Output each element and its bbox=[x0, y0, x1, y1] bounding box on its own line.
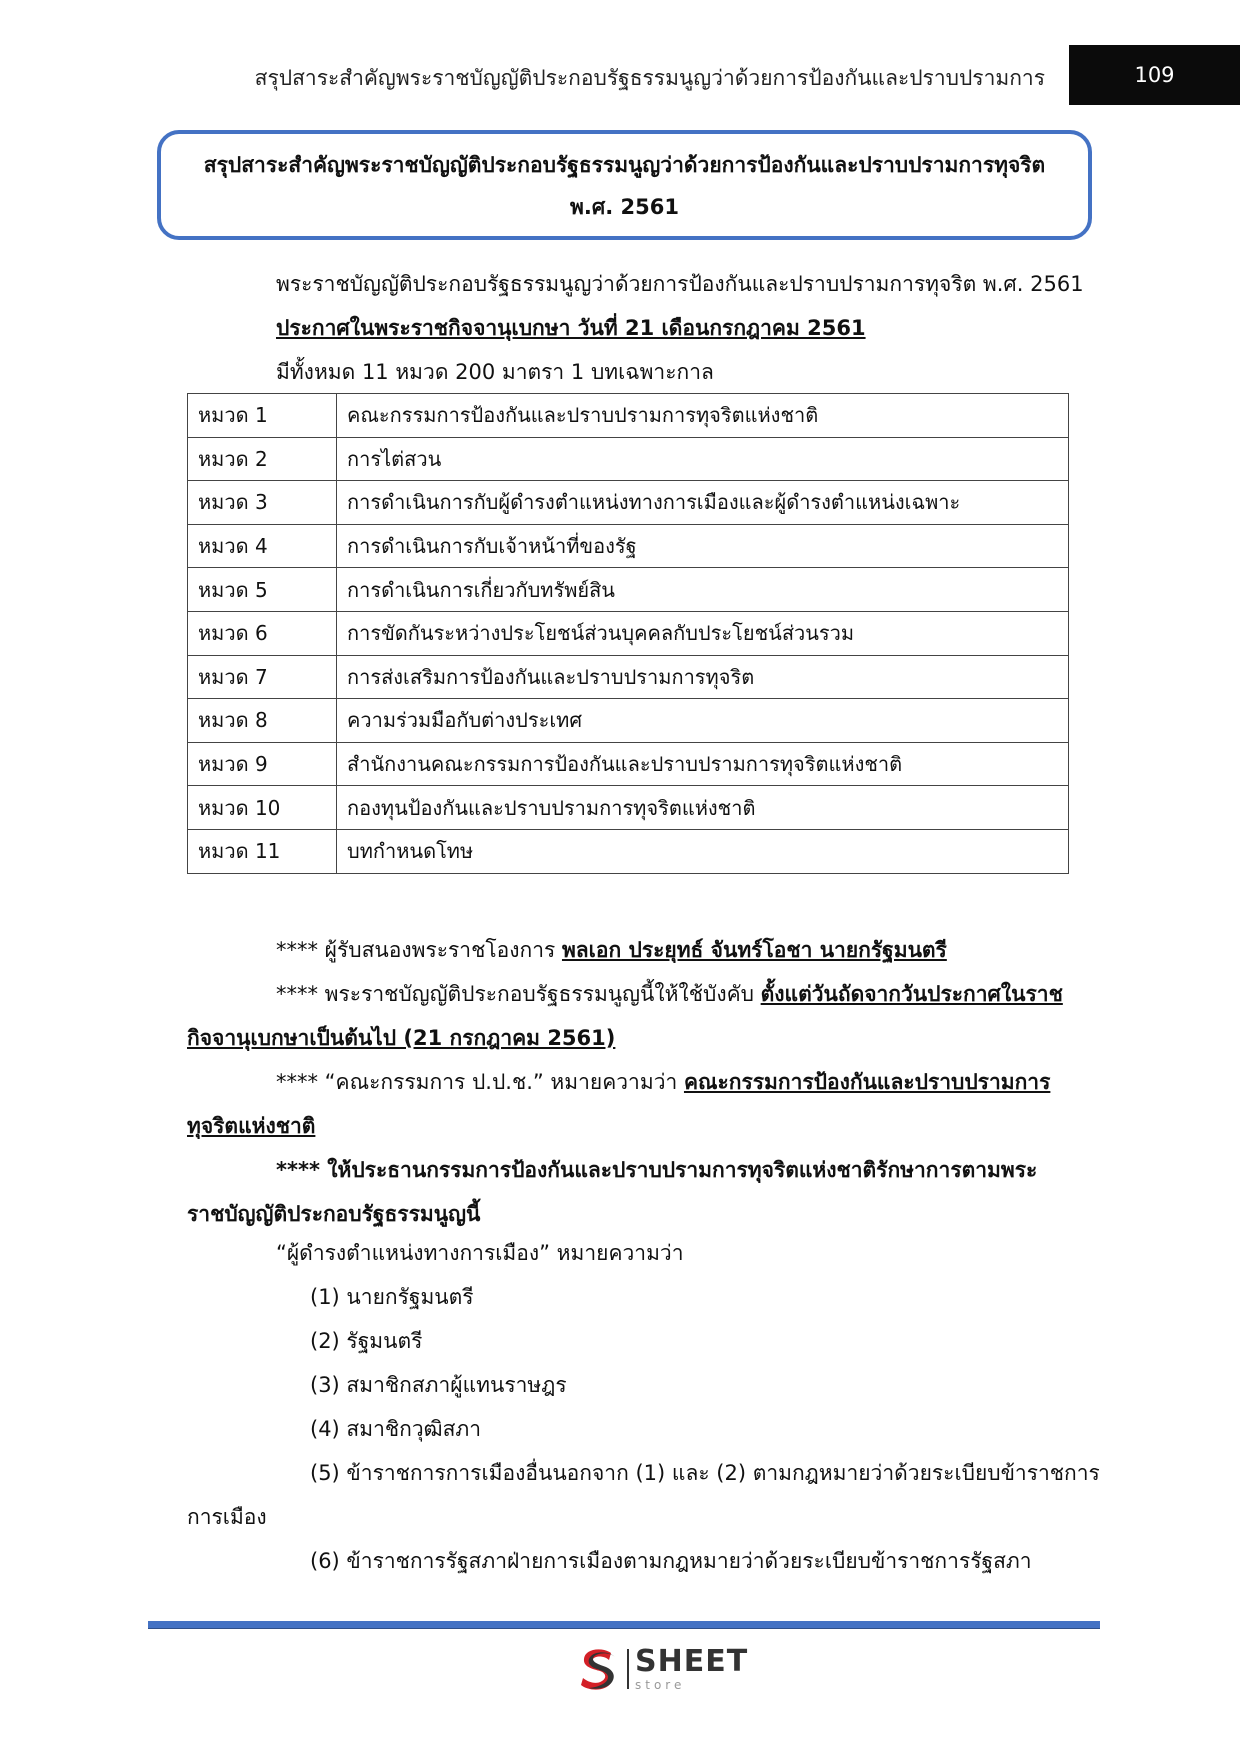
chapter-row bbox=[188, 524, 1069, 568]
note-definition-term: คณะกรรมการป้องกันและปราบปรามการทุจริตแห่งชาติ bbox=[187, 1070, 1051, 1138]
chapter-row bbox=[188, 786, 1069, 830]
chapter-label: หมวด 6 bbox=[188, 611, 337, 655]
sheet-s-icon bbox=[575, 1645, 621, 1693]
chapter-label: หมวด 10 bbox=[188, 786, 337, 830]
chapter-row bbox=[188, 394, 1069, 438]
title-line-2: พ.ศ. 2561 bbox=[570, 195, 679, 219]
chapter-row bbox=[188, 829, 1069, 873]
definition-item: (1) นายกรัฐมนตรี bbox=[310, 1285, 474, 1309]
chapter-title: การดำเนินการกับผู้ดำรงตำแหน่งทางการเมืองและผู้ดำรงตำแหน่งเฉพาะ bbox=[337, 481, 1069, 525]
chapter-label: หมวด 9 bbox=[188, 742, 337, 786]
running-header: สรุปสาระสำคัญพระราชบัญญัติประกอบรัฐธรรมนูญว่าด้วยการป้องกันและปราบปรามการ bbox=[254, 66, 1045, 90]
logo-separator bbox=[627, 1649, 629, 1689]
chapter-label: หมวด 1 bbox=[188, 394, 337, 438]
chapter-row bbox=[188, 437, 1069, 481]
note-administrator: **** ให้ประธานกรรมการป้องกันและปราบปรามการทุจริตแห่งชาติรักษาการตามพระราชบัญญัติประกอบรัฐธรรมนูญนี้ bbox=[187, 1158, 1038, 1226]
chapter-row bbox=[188, 611, 1069, 655]
sheet-store-logo bbox=[575, 1645, 748, 1693]
totals: มีทั้งหมด 11 หมวด 200 มาตรา 1 บทเฉพาะกาล bbox=[276, 360, 714, 384]
chapter-row bbox=[188, 655, 1069, 699]
chapter-label: หมวด 11 bbox=[188, 829, 337, 873]
gazette-date: ประกาศในพระราชกิจจานุเบกษา วันที่ 21 เดือนกรกฎาคม 2561 bbox=[276, 316, 866, 340]
logo-subword: store bbox=[635, 1678, 686, 1692]
chapter-title: การไต่สวน bbox=[337, 437, 1069, 481]
note-effective-prefix: **** พระราชบัญญัติประกอบรัฐธรรมนูญนี้ให้ใช้บังคับ bbox=[276, 982, 761, 1006]
definition-item: (2) รัฐมนตรี bbox=[310, 1329, 423, 1353]
chapter-label: หมวด 2 bbox=[188, 437, 337, 481]
definition-item: (6) ข้าราชการรัฐสภาฝ่ายการเมืองตามกฎหมายว่าด้วยระเบียบข้าราชการรัฐสภา bbox=[310, 1549, 1032, 1573]
chapter-title: การดำเนินการเกี่ยวกับทรัพย์สิน bbox=[337, 568, 1069, 612]
note-signatory bbox=[187, 928, 1069, 972]
title-line-1: สรุปสาระสำคัญพระราชบัญญัติประกอบรัฐธรรมนูญว่าด้วยการป้องกันและปราบปรามการทุจริต bbox=[203, 153, 1046, 177]
definition-item: (5) ข้าราชการการเมืองอื่นนอกจาก (1) และ (2) ตามกฎหมายว่าด้วยระเบียบข้าราชการ bbox=[310, 1461, 1100, 1485]
chapter-title: ความร่วมมือกับต่างประเทศ bbox=[337, 699, 1069, 743]
chapter-title: การส่งเสริมการป้องกันและปราบปรามการทุจริต bbox=[337, 655, 1069, 699]
bottom-rule bbox=[148, 1621, 1100, 1629]
note-signatory-name: พลเอก ประยุทธ์ จันทร์โอชา นายกรัฐมนตรี bbox=[561, 938, 947, 962]
chapter-title: บทกำหนดโทษ bbox=[337, 829, 1069, 873]
definition-heading: “ผู้ดำรงตำแหน่งทางการเมือง” หมายความว่า bbox=[276, 1241, 684, 1265]
chapter-row bbox=[188, 481, 1069, 525]
logo-text bbox=[635, 1644, 749, 1692]
chapters-table-body bbox=[188, 394, 1069, 874]
chapter-row bbox=[188, 742, 1069, 786]
chapter-label: หมวด 5 bbox=[188, 568, 337, 612]
page-number-box bbox=[1069, 45, 1240, 105]
act-name: พระราชบัญญัติประกอบรัฐธรรมนูญว่าด้วยการป้องกันและปราบปรามการทุจริต พ.ศ. 2561 bbox=[276, 272, 1084, 296]
note-effective bbox=[187, 972, 1069, 1060]
chapter-title: กองทุนป้องกันและปราบปรามการทุจริตแห่งชาติ bbox=[337, 786, 1069, 830]
note-definition-nacc bbox=[187, 1060, 1069, 1148]
chapter-title: สำนักงานคณะกรรมการป้องกันและปราบปรามการทุจริตแห่งชาติ bbox=[337, 742, 1069, 786]
logo-word: SHEET bbox=[635, 1644, 749, 1679]
note-definition-prefix: **** “คณะกรรมการ ป.ป.ช.” หมายความว่า bbox=[276, 1070, 684, 1094]
page-number: 109 bbox=[1134, 63, 1175, 87]
chapter-row bbox=[188, 568, 1069, 612]
chapter-label: หมวด 4 bbox=[188, 524, 337, 568]
title-box bbox=[157, 130, 1092, 240]
chapter-title: การขัดกันระหว่างประโยชน์ส่วนบุคคลกับประโยชน์ส่วนรวม bbox=[337, 611, 1069, 655]
definition-item-continuation: การเมือง bbox=[187, 1505, 267, 1529]
chapter-label: หมวด 8 bbox=[188, 699, 337, 743]
definition-item: (4) สมาชิกวุฒิสภา bbox=[310, 1417, 482, 1441]
chapter-title: การดำเนินการกับเจ้าหน้าที่ของรัฐ bbox=[337, 524, 1069, 568]
note-signatory-prefix: **** ผู้รับสนองพระราชโองการ bbox=[276, 938, 562, 962]
chapter-label: หมวด 7 bbox=[188, 655, 337, 699]
definition-item: (3) สมาชิกสภาผู้แทนราษฎร bbox=[310, 1373, 567, 1397]
chapter-row bbox=[188, 699, 1069, 743]
chapter-label: หมวด 3 bbox=[188, 481, 337, 525]
chapters-table bbox=[187, 393, 1069, 874]
note-effective-date: ตั้งแต่วันถัดจากวันประกาศในราชกิจจานุเบกษาเป็นต้นไป (21 กรกฎาคม 2561) bbox=[187, 982, 1063, 1050]
chapter-title: คณะกรรมการป้องกันและปราบปรามการทุจริตแห่งชาติ bbox=[337, 394, 1069, 438]
